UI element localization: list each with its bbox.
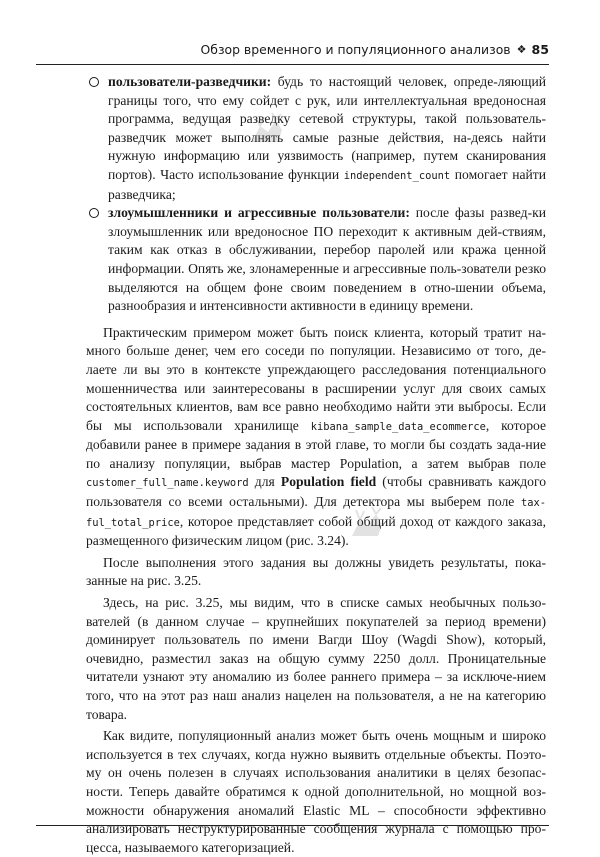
watermark-logo bbox=[238, 112, 294, 157]
header-rule bbox=[36, 64, 549, 65]
circle-bullet-icon bbox=[89, 77, 99, 87]
watermark-deer-icon bbox=[338, 506, 394, 546]
paragraph: После выполнения этого задания вы должны увидеть результаты, пока-занные на рис. 3.25. bbox=[86, 554, 546, 589]
bullet-text: после фазы развед-ки злоумышленник или вредоносное ПО переходит к активным дей-ствиям, таким как отказ в обслуживании, перебор паролей или кража ценной информации. Опять же, злонамеренные и агрессивные поль-зователи резко выделяются на общем фоне своим поведением в отно-шении объема, разнообразия и интенсивности активности в единицу времени. bbox=[108, 205, 546, 314]
paragraph bbox=[86, 324, 546, 551]
running-header bbox=[60, 36, 549, 63]
bullet-text: будь то настоящий человек, опреде-ляющий границы того, что ему сойдет с рук, или интеллектуальная вредоносная программа, ведущая разведку сетевой структуры, такой пользователь-разведчик может выполнять самые разные действия, на-деясь найти нужную информацию или уязвимость (например, путем сканирования портов). Часто использование функции bbox=[108, 74, 546, 182]
circle-bullet-icon bbox=[89, 208, 99, 218]
list-item bbox=[86, 204, 546, 316]
watermark-logo bbox=[338, 506, 394, 551]
page-body bbox=[86, 73, 546, 857]
inline-code: customer_full_name.keyword bbox=[86, 477, 249, 490]
text-run: , которое представляет собой общий доход от каждого заказа, размещенного физическим лицом (рис. 3.24). bbox=[86, 513, 546, 549]
text-run: для bbox=[248, 474, 281, 490]
diamond-separator-icon: ❖ bbox=[516, 43, 527, 56]
text-run: , которое добавили ранее в примере задания в этой главе, то могли бы создать зада-ние по анализу популяции, выбрав мастер Population, а затем выбрав поле bbox=[86, 417, 546, 471]
page-number: 85 bbox=[531, 42, 549, 57]
header-title: Обзор временного и популяционного анализов bbox=[200, 42, 511, 57]
watermark-deer-icon bbox=[238, 112, 294, 152]
bullet-term: злоумышленники и агрессивные пользователи: bbox=[108, 205, 410, 221]
list-item bbox=[86, 73, 546, 204]
text-run: (чтобы сравнивать каждого пользователя со всеми остальными). Для детектора мы выберем поле bbox=[86, 474, 546, 510]
inline-code: kibana_sample_data_ecommerce bbox=[310, 420, 486, 433]
bold-term: Population field bbox=[280, 474, 377, 490]
paragraph: Как видите, популяционный анализ может быть очень мощным и широко используется в тех случаях, когда нужно выявить отдельные объекты. Поэто-му он очень полезен в случаях использования аналитики в целях безопас-ности. Теперь давайте обратимся к одной дополнительной, но мощной воз-можности обнаружения аномалий Elastic ML – способности эффективно анализировать неструктурированные сообщения журнала с помощью про-цесса, называемого категоризацией. bbox=[86, 728, 546, 855]
inline-code: tax-ful_total_price bbox=[86, 497, 546, 529]
bullet-list bbox=[86, 73, 546, 316]
paragraph: Здесь, на рис. 3.25, мы видим, что в списке самых необычных пользо-вателей (в данном случае – крупнейших покупателей за период времени) доминирует пользователь по имени Вагди Шоу (Wagdi Show), который, очевидно, разместил заказ на общую сумму 2250 долл. Проницательные читатели узнают эту аномалию из более раннего примера – за исключе-нием того, что на этот раз наш анализ нацелен на пользователя, а не на категорию товара. bbox=[86, 595, 546, 722]
bullet-term: пользователи-разведчики: bbox=[108, 74, 272, 89]
footer-rule bbox=[36, 825, 549, 826]
text-run: Практическим примером может быть поиск клиента, который тратит на-много больше денег, чем его соседи по популяции. Независимо от того, де-лаете ли вы это в контексте упреждающего расследования потенциального мошенничества или заинтересованы в расширении услуг для своих самых состоятельных клиентов, вам все равно необходимо найти эти выбросы. Если бы мы использовали хранилище bbox=[86, 324, 546, 433]
inline-code: independent_count bbox=[343, 169, 451, 182]
bullet-text: помогает найти разведчика; bbox=[108, 166, 546, 202]
